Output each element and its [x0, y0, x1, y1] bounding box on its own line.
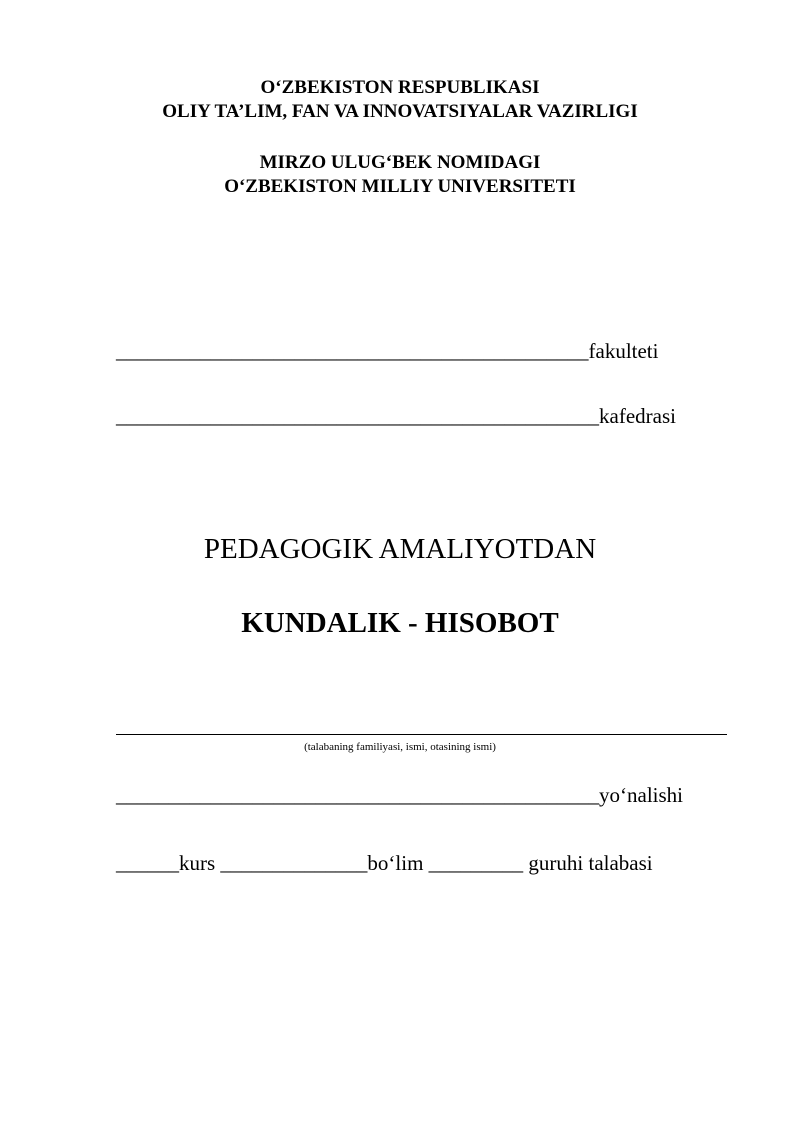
- group-label: guruhi talabasi: [528, 851, 653, 875]
- direction-line: [116, 782, 683, 808]
- ministry-title: OLIY TA’LIM, FAN VA INNOVATSIYALAR VAZIRLIGI: [162, 101, 638, 122]
- direction-label: yo‘nalishi: [599, 783, 683, 807]
- title-block: [0, 532, 800, 566]
- faculty-line: [116, 338, 658, 364]
- group-blank[interactable]: _________: [428, 851, 524, 875]
- republic-title: O‘ZBEKISTON RESPUBLIKASI: [260, 77, 540, 98]
- student-name-hint-block: [0, 740, 800, 754]
- direction-blank[interactable]: ______________________________________________: [116, 783, 599, 807]
- section-label: bo‘lim: [367, 851, 424, 875]
- course-blank[interactable]: ______: [116, 851, 179, 875]
- department-label: kafedrasi: [599, 404, 676, 428]
- faculty-blank[interactable]: _____________________________________________: [116, 339, 589, 363]
- subtitle-block: [0, 606, 800, 640]
- course-label: kurs: [179, 851, 216, 875]
- page-subtitle: KUNDALIK - HISOBOT: [241, 607, 559, 639]
- university-header: [0, 151, 800, 199]
- section-blank[interactable]: ______________: [220, 851, 368, 875]
- student-name-blank[interactable]: [116, 734, 727, 735]
- department-blank[interactable]: ______________________________________________: [116, 404, 599, 428]
- university-name-line2: O‘ZBEKISTON MILLIY UNIVERSITETI: [224, 176, 576, 197]
- university-name-line1: MIRZO ULUG‘BEK NOMIDAGI: [259, 152, 541, 173]
- ministry-header: [0, 76, 800, 124]
- department-line: [116, 403, 676, 429]
- faculty-label: fakulteti: [588, 339, 659, 363]
- page-title: PEDAGOGIK AMALIYOTDAN: [203, 533, 597, 565]
- student-name-hint: (talabaning familiyasi, ismi, otasining ismi): [304, 741, 496, 753]
- course-line: [116, 850, 653, 876]
